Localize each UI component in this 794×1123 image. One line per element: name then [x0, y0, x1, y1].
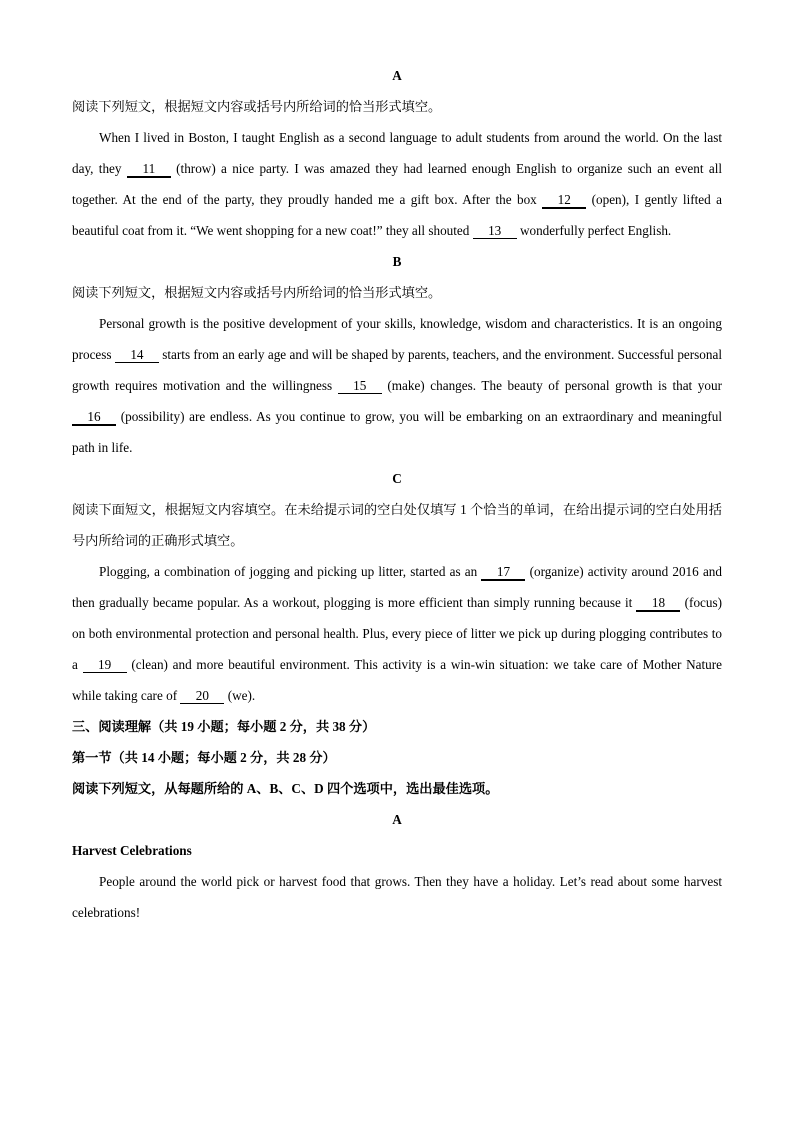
reading-instruction: 阅读下列短文，从每题所给的 A、B、C、D 四个选项中，选出最佳选项。 — [72, 781, 499, 796]
section-c-instruction: 阅读下面短文，根据短文内容填空。在未给提示词的空白处仅填写 1 个恰当的单词，在给出提示词的空白处用括号内所给词的正确形式填空。 — [72, 502, 722, 548]
blank-18[interactable]: 18 — [636, 596, 680, 612]
section-a-instruction: 阅读下列短文，根据短文内容或括号内所给词的恰当形式填空。 — [72, 99, 442, 114]
passage-text: Plogging, a combination of jogging and picking up litter, started as an — [99, 564, 478, 579]
blank-20[interactable]: 20 — [180, 689, 224, 704]
article-paragraph: People around the world pick or harvest food that grows. Then they have a holiday. Let’s read about some harvest celebrations! — [72, 874, 722, 920]
passage-text: (we). — [227, 688, 256, 703]
section-b-heading: B — [392, 254, 402, 269]
blank-17[interactable]: 17 — [481, 565, 525, 581]
section-one-title: 第一节（共 14 小题；每小题 2 分，共 28 分） — [72, 750, 336, 765]
blank-14[interactable]: 14 — [115, 348, 159, 363]
passage-text: (organize) activity around 2016 and then gradually became popular. As a workout, plogging is more efficient than simply running because it — [72, 564, 722, 610]
passage-text: wonderfully perfect English. — [519, 223, 672, 238]
section-b-passage — [72, 308, 722, 463]
passage-text: When I lived in Boston, I taught English as a second language to adult students from around the world. On the last day, they — [72, 130, 722, 176]
passage-text: (clean) and more beautiful environment. This activity is a win-win situation: we take care of Mother Nature while taking care of — [72, 657, 723, 703]
passage-text: (possibility) are endless. As you continue to grow, you will be embarking on an extraordinary and meaningful path in life. — [72, 409, 722, 455]
passage-text: Personal growth is the positive development of your skills, knowledge, wisdom and characteristics. It is an ongoing process — [72, 316, 722, 362]
blank-11[interactable]: 11 — [127, 162, 171, 178]
blank-12[interactable]: 12 — [542, 193, 586, 209]
passage-text: (make) changes. The beauty of personal growth is that your — [387, 378, 722, 393]
section-b-instruction: 阅读下列短文，根据短文内容或括号内所给词的恰当形式填空。 — [72, 285, 442, 300]
section-c-heading: C — [392, 471, 402, 486]
exam-page — [72, 60, 722, 928]
passage-text: starts from an early age and will be shaped by parents, teachers, and the environment. Successful personal growth requires motivation and the willingness — [72, 347, 723, 393]
passage-text: (open), I gently lifted a beautiful coat from it. “We went shopping for a new coat!” they all shouted — [72, 192, 723, 238]
blank-15[interactable]: 15 — [338, 379, 382, 394]
passage-text: (throw) a nice party. I was amazed they had learned enough English to organize such an event all together. At the end of the party, they proudly handed me a gift box. After the box — [72, 161, 723, 207]
blank-13[interactable]: 13 — [473, 224, 517, 239]
section-c-passage — [72, 556, 722, 711]
article-title: Harvest Celebrations — [72, 843, 192, 858]
reading-a-heading: A — [392, 812, 402, 827]
part-three-title: 三、阅读理解（共 19 小题；每小题 2 分，共 38 分） — [72, 719, 376, 734]
section-a-heading: A — [392, 68, 402, 83]
blank-16[interactable]: 16 — [72, 410, 116, 426]
passage-text: (focus) on both environmental protection and personal health. Plus, every piece of litter we pick up during plogging contributes to a — [72, 595, 723, 672]
section-a-passage — [72, 122, 722, 246]
blank-19[interactable]: 19 — [83, 658, 127, 673]
